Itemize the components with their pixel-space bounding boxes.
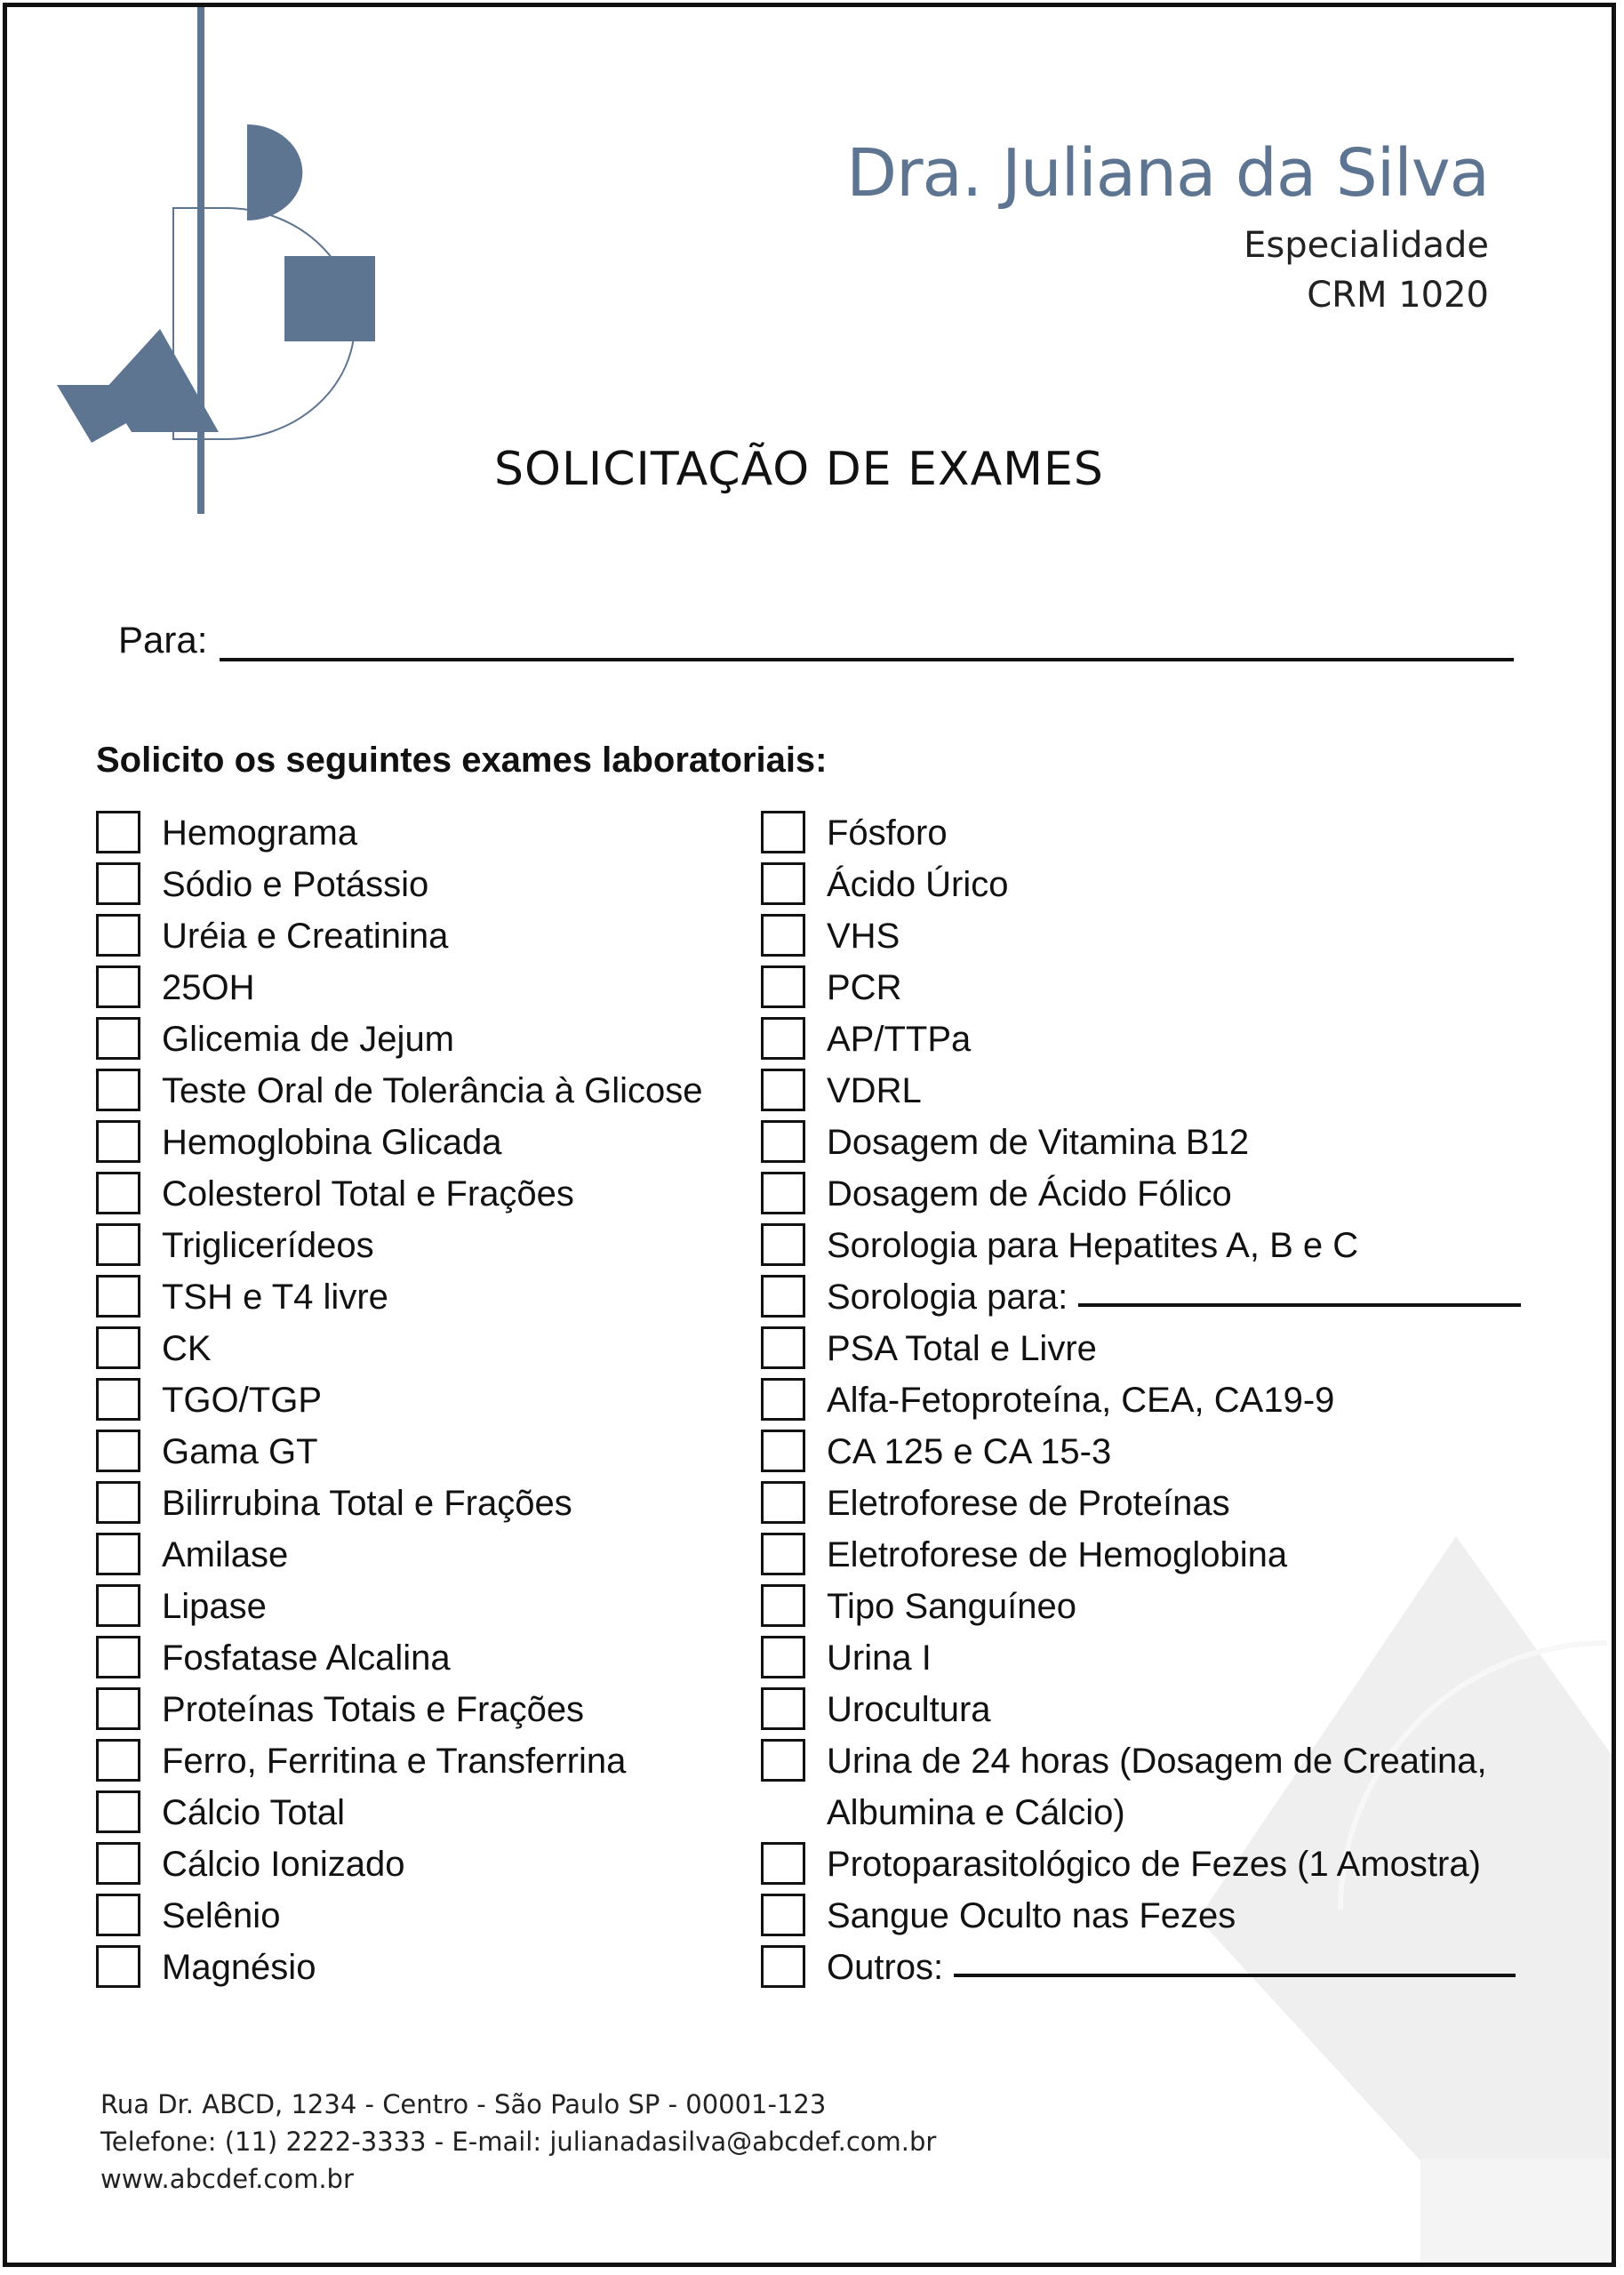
exam-label: Triglicerídeos <box>162 1226 374 1265</box>
exam-item <box>96 1478 702 1529</box>
checkbox[interactable] <box>96 1275 140 1318</box>
exam-item-sorologia <box>761 1271 1556 1323</box>
exam-item <box>761 1168 1556 1220</box>
exam-label: AP/TTPa <box>827 1020 972 1059</box>
exam-label: Tipo Sanguíneo <box>827 1587 1076 1626</box>
exam-item <box>761 1426 1556 1478</box>
checkbox[interactable] <box>96 1842 140 1885</box>
exam-item <box>761 1890 1556 1942</box>
exam-item <box>96 1581 702 1632</box>
checkbox[interactable] <box>761 1017 805 1060</box>
exam-label: Sorologia para: <box>827 1278 1068 1317</box>
exam-item <box>761 1478 1556 1529</box>
exam-label: Hemoglobina Glicada <box>162 1123 502 1162</box>
checkbox[interactable] <box>761 1120 805 1163</box>
checkbox[interactable] <box>761 862 805 905</box>
exam-label: TGO/TGP <box>162 1381 322 1420</box>
exam-label: CK <box>162 1329 212 1368</box>
exam-label: PCR <box>827 968 902 1007</box>
checkbox[interactable] <box>761 811 805 853</box>
exam-label: Dosagem de Ácido Fólico <box>827 1174 1232 1214</box>
exam-item <box>761 962 1556 1013</box>
checkbox[interactable] <box>761 1378 805 1421</box>
checkbox[interactable] <box>761 1533 805 1575</box>
exam-item <box>96 807 702 859</box>
exam-label: Glicemia de Jejum <box>162 1020 455 1059</box>
exam-item <box>96 1323 702 1374</box>
para-blank-line[interactable] <box>220 622 1514 661</box>
checkbox[interactable] <box>96 914 140 957</box>
checkbox[interactable] <box>96 1481 140 1524</box>
exam-item <box>96 1117 702 1168</box>
exam-label: Amilase <box>162 1535 289 1574</box>
exam-item <box>96 1271 702 1323</box>
checkbox[interactable] <box>96 1069 140 1111</box>
exam-label: Alfa-Fetoproteína, CEA, CA19-9 <box>827 1381 1335 1420</box>
exam-label: Sangue Oculto nas Fezes <box>827 1896 1236 1935</box>
exam-label: TSH e T4 livre <box>162 1278 388 1317</box>
checkbox[interactable] <box>96 1687 140 1730</box>
exam-label: Sorologia para Hepatites A, B e C <box>827 1226 1359 1265</box>
exam-item <box>96 910 702 962</box>
exam-label: Teste Oral de Tolerância à Glicose <box>162 1071 703 1110</box>
exam-label: Eletroforese de Hemoglobina <box>827 1535 1288 1574</box>
exam-label: Proteínas Totais e Frações <box>162 1690 585 1729</box>
exam-item <box>761 1374 1556 1426</box>
para-field <box>118 619 1514 661</box>
checkbox[interactable] <box>761 1842 805 1885</box>
doctor-specialty: Especialidade <box>1244 225 1489 266</box>
exam-item <box>96 859 702 910</box>
exam-item-urina-24h <box>761 1735 1556 1838</box>
checkbox[interactable] <box>96 1120 140 1163</box>
para-label: Para: <box>118 619 208 661</box>
exam-item <box>96 1684 702 1735</box>
checkbox[interactable] <box>96 1636 140 1678</box>
checkbox[interactable] <box>96 1378 140 1421</box>
checkbox[interactable] <box>96 1894 140 1936</box>
checkbox[interactable] <box>96 1223 140 1266</box>
exam-label: Cálcio Ionizado <box>162 1845 405 1884</box>
checkbox[interactable] <box>96 965 140 1008</box>
exam-item <box>761 1684 1556 1735</box>
exam-list-left <box>96 807 702 1993</box>
exam-item <box>761 1632 1556 1684</box>
exam-label: Ácido Úrico <box>827 865 1009 904</box>
exam-item <box>761 859 1556 910</box>
checkbox[interactable] <box>761 1069 805 1111</box>
checkbox[interactable] <box>96 1790 140 1833</box>
sorologia-blank-line[interactable] <box>1078 1271 1521 1307</box>
checkbox[interactable] <box>96 1533 140 1575</box>
exam-item <box>96 1632 702 1684</box>
exam-item <box>761 1013 1556 1065</box>
exam-item <box>761 1323 1556 1374</box>
exam-label: Magnésio <box>162 1948 316 1987</box>
exam-item <box>96 1890 702 1942</box>
exam-item <box>96 962 702 1013</box>
exam-label: Colesterol Total e Frações <box>162 1174 574 1214</box>
checkbox[interactable] <box>761 914 805 957</box>
exam-label: Eletroforese de Proteínas <box>827 1484 1230 1523</box>
checkbox[interactable] <box>96 1430 140 1472</box>
exam-item <box>96 1735 702 1787</box>
footer-website: www.abcdef.com.br <box>100 2164 354 2194</box>
logo-square <box>284 256 375 341</box>
checkbox[interactable] <box>761 1172 805 1214</box>
footer-address: Rua Dr. ABCD, 1234 - Centro - São Paulo SP - 00001-123 <box>100 2089 827 2119</box>
exam-label: VDRL <box>827 1071 922 1110</box>
checkbox[interactable] <box>761 1945 805 1988</box>
exam-item <box>761 1581 1556 1632</box>
exam-item <box>761 1529 1556 1581</box>
exam-item <box>96 1942 702 1993</box>
exam-label: Hemograma <box>162 813 358 853</box>
exam-label: Ferro, Ferritina e Transferrina <box>162 1742 627 1781</box>
checkbox[interactable] <box>761 1739 805 1782</box>
exam-item-outros <box>761 1942 1556 1993</box>
checkbox[interactable] <box>96 862 140 905</box>
exam-item <box>761 807 1556 859</box>
checkbox[interactable] <box>761 1584 805 1627</box>
exam-label: Fosfatase Alcalina <box>162 1638 451 1678</box>
exam-item <box>761 1838 1556 1890</box>
exam-item <box>96 1787 702 1838</box>
checkbox[interactable] <box>96 1017 140 1060</box>
exam-item <box>96 1838 702 1890</box>
checkbox[interactable] <box>761 1481 805 1524</box>
footer <box>100 2086 936 2198</box>
outros-blank-line[interactable] <box>954 1942 1516 1977</box>
exam-label: Outros: <box>827 1948 944 1987</box>
exam-label: Cálcio Total <box>162 1793 346 1832</box>
exam-label: PSA Total e Livre <box>827 1329 1097 1368</box>
exam-label: Gama GT <box>162 1432 318 1471</box>
footer-contact: Telefone: (11) 2222-3333 - E-mail: julianadasilva@abcdef.com.br <box>100 2127 937 2157</box>
exam-item <box>761 910 1556 962</box>
document-title: SOLICITAÇÃO DE EXAMES <box>494 443 1104 496</box>
checkbox[interactable] <box>96 1326 140 1369</box>
checkbox[interactable] <box>761 1275 805 1318</box>
exam-label: Uréia e Creatinina <box>162 917 449 956</box>
exam-label: Bilirrubina Total e Frações <box>162 1484 572 1523</box>
exam-list-right <box>761 807 1556 1993</box>
exam-item <box>96 1065 702 1117</box>
checkbox[interactable] <box>761 1223 805 1266</box>
clinic-logo <box>52 7 389 541</box>
exam-item <box>761 1220 1556 1271</box>
exam-item <box>96 1220 702 1271</box>
exam-request-sheet <box>3 3 1616 2267</box>
checkbox[interactable] <box>96 1739 140 1782</box>
exam-label: VHS <box>827 917 900 956</box>
exam-label: Urocultura <box>827 1690 991 1729</box>
checkbox[interactable] <box>761 1636 805 1678</box>
exam-item <box>96 1374 702 1426</box>
exam-label: Selênio <box>162 1896 281 1935</box>
doctor-crm: CRM 1020 <box>1307 275 1489 316</box>
checkbox[interactable] <box>96 1172 140 1214</box>
exam-label: 25OH <box>162 968 255 1007</box>
exam-item <box>761 1065 1556 1117</box>
exam-label: Dosagem de Vitamina B12 <box>827 1123 1250 1162</box>
exam-item <box>96 1013 702 1065</box>
exam-label: CA 125 e CA 15-3 <box>827 1432 1112 1471</box>
doctor-name: Dra. Juliana da Silva <box>846 135 1489 212</box>
logo-vertical-bar <box>197 7 204 514</box>
logo-half-circle <box>247 124 302 220</box>
exam-item <box>96 1168 702 1220</box>
exam-label: Protoparasitológico de Fezes (1 Amostra) <box>827 1845 1481 1884</box>
section-heading: Solicito os seguintes exames laboratoriais: <box>96 741 828 780</box>
exam-item <box>96 1529 702 1581</box>
exam-label: Fósforo <box>827 813 948 853</box>
checkbox[interactable] <box>96 811 140 853</box>
checkbox[interactable] <box>761 1687 805 1730</box>
checkbox[interactable] <box>761 965 805 1008</box>
exam-label: Sódio e Potássio <box>162 865 429 904</box>
exam-label: Urina de 24 horas (Dosagem de Creatina, Albumina e Cálcio) <box>827 1742 1487 1832</box>
exam-item <box>96 1426 702 1478</box>
checkbox[interactable] <box>761 1326 805 1369</box>
exam-label: Lipase <box>162 1587 267 1626</box>
doctor-header <box>846 135 1489 316</box>
exam-label: Urina I <box>827 1638 932 1678</box>
checkbox[interactable] <box>761 1430 805 1472</box>
exam-item <box>761 1117 1556 1168</box>
checkbox[interactable] <box>761 1894 805 1936</box>
checkbox[interactable] <box>96 1584 140 1627</box>
checkbox[interactable] <box>96 1945 140 1988</box>
